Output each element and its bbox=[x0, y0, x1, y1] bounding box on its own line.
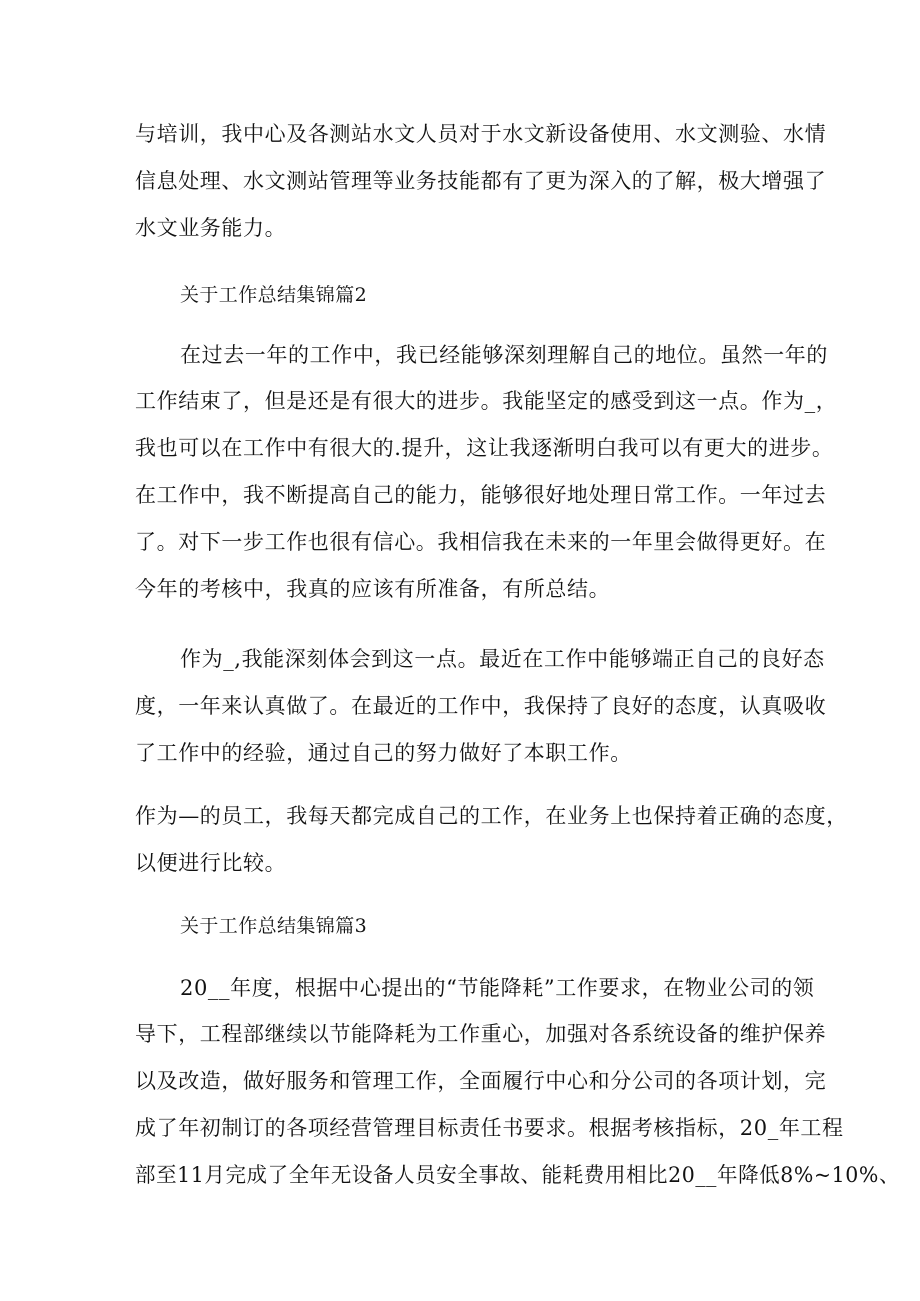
paragraph-1-line-3: 水文业务能力。 bbox=[135, 216, 287, 240]
section-heading-2: 关于工作总结集锦篇2 bbox=[180, 284, 368, 306]
paragraph-5-line-3: 以及改造，做好服务和管理工作，全面履行中心和分公司的各项计划，完 bbox=[135, 1069, 827, 1093]
paragraph-2-line-4: 在工作中，我不断提高自己的能力，能够很好地处理日常工作。一年过去 bbox=[135, 483, 827, 507]
paragraph-3-line-2: 度，一年来认真做了。在最近的工作中，我保持了良好的态度，认真吸收 bbox=[135, 694, 827, 718]
paragraph-5-line-4: 成了年初制订的各项经营管理目标责任书要求。根据考核指标，20_年工程 bbox=[135, 1116, 844, 1140]
section-heading-3: 关于工作总结集锦篇3 bbox=[180, 915, 368, 937]
paragraph-3-line-3: 了工作中的经验，通过自己的努力做好了本职工作。 bbox=[135, 741, 632, 765]
paragraph-2-line-3: 我也可以在工作中有很大的.提升，这让我逐渐明白我可以有更大的进步。 bbox=[135, 436, 834, 460]
paragraph-5-line-5: 部至11月完成了全年无设备人员安全事故、能耗费用相比20__年降低8%~10%、 bbox=[135, 1163, 901, 1187]
paragraph-4-line-1: 作为—的员工，我每天都完成自己的工作，在业务上也保持着正确的态度， bbox=[135, 804, 848, 828]
paragraph-5-line-1: 20__年度，根据中心提出的“节能降耗”工作要求，在物业公司的领 bbox=[180, 976, 815, 1000]
paragraph-2-line-6: 今年的考核中，我真的应该有所准备，有所总结。 bbox=[135, 577, 611, 601]
paragraph-1-line-2: 信息处理、水文测站管理等业务技能都有了更为深入的了解，极大增强了 bbox=[135, 169, 827, 193]
paragraph-5-line-2: 导下，工程部继续以节能降耗为工作重心，加强对各系统设备的维护保养 bbox=[135, 1022, 827, 1046]
paragraph-3-line-1: 作为_,我能深刻体会到这一点。最近在工作中能够端正自己的良好态 bbox=[180, 647, 825, 671]
paragraph-2-line-5: 了。对下一步工作也很有信心。我相信我在未来的一年里会做得更好。在 bbox=[135, 530, 827, 554]
paragraph-1-line-1: 与培训，我中心及各测站水文人员对于水文新设备使用、水文测验、水情 bbox=[135, 122, 827, 146]
paragraph-2-line-1: 在过去一年的工作中，我已经能够深刻理解自己的地位。虽然一年的 bbox=[180, 343, 828, 367]
paragraph-4-line-2: 以便进行比较。 bbox=[135, 851, 287, 875]
paragraph-2-line-2: 工作结束了，但是还是有很大的进步。我能坚定的感受到这一点。作为_， bbox=[135, 389, 838, 413]
